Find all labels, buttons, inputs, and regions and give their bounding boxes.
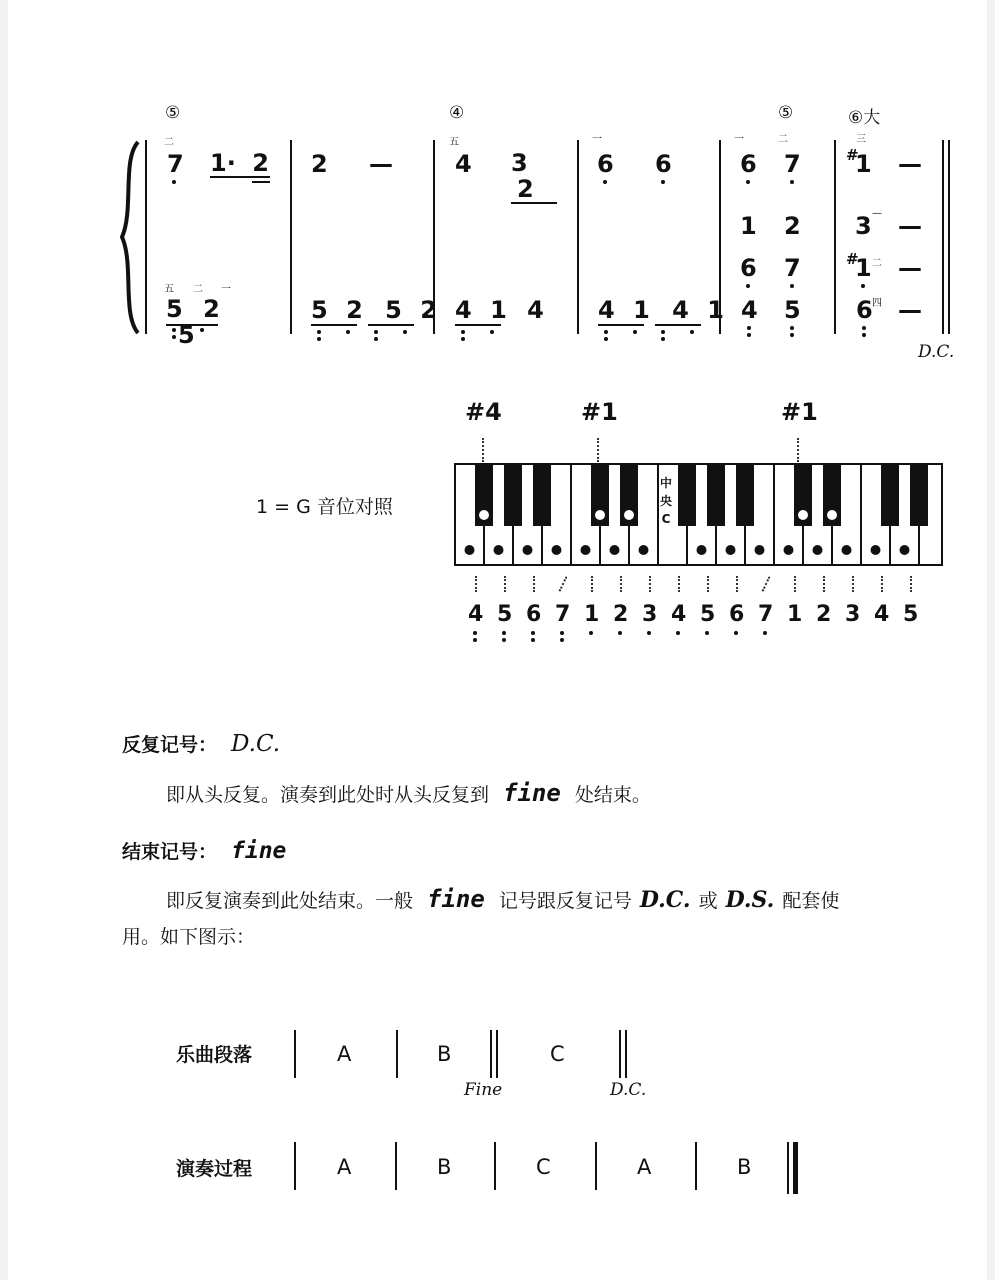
- note: —: [369, 150, 393, 178]
- fine-text: 配套使: [782, 890, 840, 912]
- black-key: [910, 464, 928, 526]
- fine-symbol: fine: [427, 885, 485, 913]
- low-octave-dot: [790, 180, 794, 184]
- low-octave-dot: [790, 326, 794, 330]
- black-key: [881, 464, 899, 526]
- low-octave-dot: [790, 333, 794, 337]
- pointer-line: [910, 576, 912, 592]
- note: 1: [740, 212, 757, 240]
- key-marker-dot: [465, 545, 475, 555]
- final-bar-thick: [793, 1142, 798, 1194]
- dc-description: [166, 774, 651, 814]
- keyboard-label: 1 = G 音位对照: [256, 496, 393, 518]
- note: 6: [740, 254, 757, 282]
- low-octave-dot: [603, 180, 607, 184]
- grand-staff-brace: [116, 140, 146, 335]
- key-marker-dot: [595, 510, 605, 520]
- note: —: [898, 212, 922, 240]
- low-octave-dot: [461, 330, 465, 334]
- pointer-line: [559, 576, 568, 591]
- solfa-note: 2: [613, 602, 629, 627]
- low-octave-dot: [374, 330, 378, 334]
- bar-line: [695, 1142, 697, 1190]
- note: 2: [420, 296, 437, 324]
- key-marker-dot: [827, 510, 837, 520]
- underline: [311, 324, 357, 326]
- solfa-note: 4: [874, 602, 890, 627]
- solfa-note: 6: [526, 602, 542, 627]
- pointer-line: [794, 576, 796, 592]
- section-cell: A: [337, 1042, 352, 1066]
- key-marker-dot: [726, 545, 736, 555]
- low-octave-dot: [346, 330, 350, 334]
- underline: [166, 324, 218, 326]
- low-octave-dot: [690, 330, 694, 334]
- row-label-sections: 乐曲段落: [176, 1044, 253, 1066]
- low-octave-dot: [746, 284, 750, 288]
- position-mark: ⑤: [165, 103, 181, 123]
- solfa-note: 6: [729, 602, 745, 627]
- pointer-line: [649, 576, 651, 592]
- note: —: [898, 254, 922, 282]
- note: 4: [455, 296, 472, 324]
- key-marker-dot: [784, 545, 794, 555]
- note: 4: [527, 296, 544, 324]
- note: 2: [311, 150, 328, 178]
- row-label-performance: 演奏过程: [176, 1158, 253, 1180]
- low-octave-dot: [661, 330, 665, 334]
- key-marker-dot: [581, 545, 591, 555]
- fingering: 一: [221, 284, 231, 295]
- dc-symbol: D.C.: [231, 731, 281, 757]
- black-key: [736, 464, 754, 526]
- low-octave-dot: [200, 328, 204, 332]
- pointer-line: [597, 438, 599, 462]
- note: 5: [166, 295, 183, 323]
- low-octave-dot: [490, 330, 494, 334]
- sharp-label: #1: [581, 398, 618, 426]
- bar-line: [595, 1142, 597, 1190]
- note: 1: [855, 150, 872, 178]
- pointer-line: [852, 576, 854, 592]
- low-octave-dot: [705, 631, 709, 635]
- bar-line: [290, 140, 292, 334]
- low-octave-dot: [661, 337, 665, 341]
- page: [8, 0, 987, 1280]
- solfa-note: 1: [787, 602, 803, 627]
- pointer-line: [736, 576, 738, 592]
- sharp-label: #4: [465, 398, 502, 426]
- ds-symbol: D.S.: [725, 887, 775, 913]
- low-octave-dot: [647, 631, 651, 635]
- solfa-note: 5: [700, 602, 716, 627]
- final-bar-thin: [787, 1142, 789, 1194]
- key-marker-dot: [494, 545, 504, 555]
- key-marker-dot: [523, 545, 533, 555]
- note: 1·: [210, 149, 236, 177]
- solfa-note: 1: [584, 602, 600, 627]
- low-octave-dot: [676, 631, 680, 635]
- fine-title: 结束记号：: [122, 841, 218, 863]
- key-marker-dot: [697, 545, 707, 555]
- fine-description-cont: 用。如下图示：: [122, 926, 256, 948]
- low-octave-dot: [862, 333, 866, 337]
- key-marker-dot: [610, 545, 620, 555]
- low-octave-dot: [317, 330, 321, 334]
- low-octave-dot: [461, 337, 465, 341]
- fingering: 三: [856, 134, 866, 145]
- note: 5: [311, 296, 328, 324]
- black-key: [533, 464, 551, 526]
- low-octave-dot: [531, 631, 535, 635]
- low-octave-dot: [560, 631, 564, 635]
- note: 5: [784, 296, 801, 324]
- fine-heading: [122, 837, 286, 864]
- fingering: 五: [449, 137, 459, 148]
- position-mark: ⑤: [778, 103, 794, 123]
- low-octave-dot: [172, 180, 176, 184]
- note: 7: [784, 254, 801, 282]
- note: 1: [707, 296, 724, 324]
- note: —: [898, 296, 922, 324]
- solfa-note: 3: [845, 602, 861, 627]
- dc-text: 处结束。: [574, 784, 651, 806]
- final-bar-thin: [942, 140, 944, 334]
- note: 2: [517, 175, 534, 203]
- solfa-note: 5: [497, 602, 513, 627]
- low-octave-dot: [502, 638, 506, 642]
- dc-title: 反复记号：: [122, 734, 218, 756]
- solfa-note: 7: [758, 602, 774, 627]
- pointer-line: [533, 576, 535, 592]
- solfa-note: 7: [555, 602, 571, 627]
- bar-line: [294, 1030, 296, 1078]
- bar-line: [396, 1030, 398, 1078]
- key-marker-dot: [798, 510, 808, 520]
- key-marker-dot: [813, 545, 823, 555]
- fingering: 二: [164, 137, 174, 148]
- fine-text: 或: [698, 890, 718, 912]
- fingering: 二: [193, 284, 203, 295]
- low-octave-dot: [747, 326, 751, 330]
- position-mark: ④: [449, 103, 465, 123]
- pointer-line: [823, 576, 825, 592]
- low-octave-dot: [589, 631, 593, 635]
- low-octave-dot: [317, 337, 321, 341]
- low-octave-dot: [502, 631, 506, 635]
- note: 2: [252, 149, 269, 177]
- note: 5: [178, 321, 195, 349]
- fingering: 五: [164, 284, 174, 295]
- section-cell: A: [337, 1155, 352, 1179]
- low-octave-dot: [473, 638, 477, 642]
- key-marker-dot: [552, 545, 562, 555]
- fingering: —: [872, 208, 882, 219]
- middle-c-label: 中: [659, 476, 672, 490]
- low-octave-dot: [618, 631, 622, 635]
- sharp-sign: #: [846, 250, 859, 268]
- note: 6: [655, 150, 672, 178]
- key-marker-dot: [900, 545, 910, 555]
- pointer-line: [475, 576, 477, 592]
- underline: [455, 324, 501, 326]
- pointer-line: [797, 438, 799, 462]
- low-octave-dot: [661, 180, 665, 184]
- solfa-note: 2: [816, 602, 832, 627]
- underline: [368, 324, 414, 326]
- pointer-line: [678, 576, 680, 592]
- section-cell: A: [637, 1155, 652, 1179]
- note: 1: [855, 254, 872, 282]
- low-octave-dot: [790, 284, 794, 288]
- low-octave-dot: [560, 638, 564, 642]
- fine-text: 即反复演奏到此处结束。一般: [166, 890, 414, 912]
- fingering: 一: [734, 134, 744, 145]
- bar-line: [834, 140, 836, 334]
- solfa-note: 4: [671, 602, 687, 627]
- section-cell: C: [536, 1155, 551, 1179]
- note: 6: [597, 150, 614, 178]
- note: 4: [455, 150, 472, 178]
- underline: [655, 324, 701, 326]
- middle-c-label: 央: [659, 494, 672, 508]
- pointer-line: [504, 576, 506, 592]
- key-marker-dot: [624, 510, 634, 520]
- fingering: 四: [872, 298, 882, 309]
- low-octave-dot: [861, 284, 865, 288]
- note: 7: [167, 150, 184, 178]
- note: 6: [740, 150, 757, 178]
- dc-end-mark: D.C.: [918, 342, 955, 362]
- note: 2: [784, 212, 801, 240]
- system-start-bar: [145, 140, 147, 334]
- solfa-note: 3: [642, 602, 658, 627]
- double-bar: [625, 1030, 627, 1078]
- dc-label: D.C.: [610, 1080, 647, 1100]
- pointer-line: [620, 576, 622, 592]
- key-marker-dot: [842, 545, 852, 555]
- bar-line: [395, 1142, 397, 1190]
- note: 2: [203, 295, 220, 323]
- section-cell: B: [437, 1042, 452, 1066]
- low-octave-dot: [604, 337, 608, 341]
- double-bar: [496, 1030, 498, 1078]
- low-octave-dot: [473, 631, 477, 635]
- note: 2: [346, 296, 363, 324]
- note: 3: [511, 149, 528, 177]
- low-octave-dot: [403, 330, 407, 334]
- dc-text: 即从头反复。演奏到此处时从头反复到: [166, 784, 490, 806]
- fine-symbol: fine: [503, 779, 561, 807]
- bar-line: [577, 140, 579, 334]
- double-bar: [490, 1030, 492, 1078]
- underline: [598, 324, 644, 326]
- solfa-note: 4: [468, 602, 484, 627]
- fine-text: 记号跟反复记号: [498, 890, 632, 912]
- dc-heading: [122, 730, 280, 757]
- key-marker-dot: [479, 510, 489, 520]
- pointer-line: [762, 576, 771, 591]
- fingering: 一: [592, 134, 602, 145]
- pointer-line: [881, 576, 883, 592]
- section-cell: B: [437, 1155, 452, 1179]
- low-octave-dot: [747, 333, 751, 337]
- fingering: 二: [778, 134, 788, 145]
- key-marker-dot: [871, 545, 881, 555]
- bar-line: [294, 1142, 296, 1190]
- note: 4: [672, 296, 689, 324]
- fine-description: [166, 880, 956, 920]
- pointer-line: [591, 576, 593, 592]
- note: 3: [855, 212, 872, 240]
- note: 6: [856, 296, 873, 324]
- piano-keyboard: [454, 463, 944, 567]
- bar-line: [494, 1142, 496, 1190]
- low-octave-dot: [531, 638, 535, 642]
- pointer-line: [482, 438, 484, 462]
- section-cell: C: [550, 1042, 565, 1066]
- note: 7: [784, 150, 801, 178]
- pointer-line: [707, 576, 709, 592]
- low-octave-dot: [172, 335, 176, 339]
- final-bar-thin: [948, 140, 950, 334]
- low-octave-dot: [746, 180, 750, 184]
- low-octave-dot: [633, 330, 637, 334]
- fine-label: Fine: [464, 1080, 503, 1100]
- black-key: [707, 464, 725, 526]
- low-octave-dot: [862, 326, 866, 330]
- note: 5: [385, 296, 402, 324]
- underline: [252, 181, 270, 183]
- sharp-sign: #: [846, 146, 859, 164]
- double-bar: [619, 1030, 621, 1078]
- note: —: [898, 150, 922, 178]
- sharp-label: #1: [781, 398, 818, 426]
- key-marker-dot: [639, 545, 649, 555]
- note: 4: [598, 296, 615, 324]
- solfa-note: 5: [903, 602, 919, 627]
- low-octave-dot: [763, 631, 767, 635]
- low-octave-dot: [604, 330, 608, 334]
- note: 1: [490, 296, 507, 324]
- key-marker-dot: [755, 545, 765, 555]
- middle-c-label: C: [661, 512, 671, 526]
- position-mark: ⑥大: [848, 108, 881, 128]
- fine-symbol: fine: [231, 838, 287, 864]
- fingering: 二: [872, 258, 882, 269]
- black-key: [504, 464, 522, 526]
- note: 1: [633, 296, 650, 324]
- low-octave-dot: [172, 328, 176, 332]
- note: 4: [741, 296, 758, 324]
- black-key: [678, 464, 696, 526]
- low-octave-dot: [374, 337, 378, 341]
- section-cell: B: [737, 1155, 752, 1179]
- low-octave-dot: [734, 631, 738, 635]
- dc-symbol: D.C.: [639, 887, 691, 913]
